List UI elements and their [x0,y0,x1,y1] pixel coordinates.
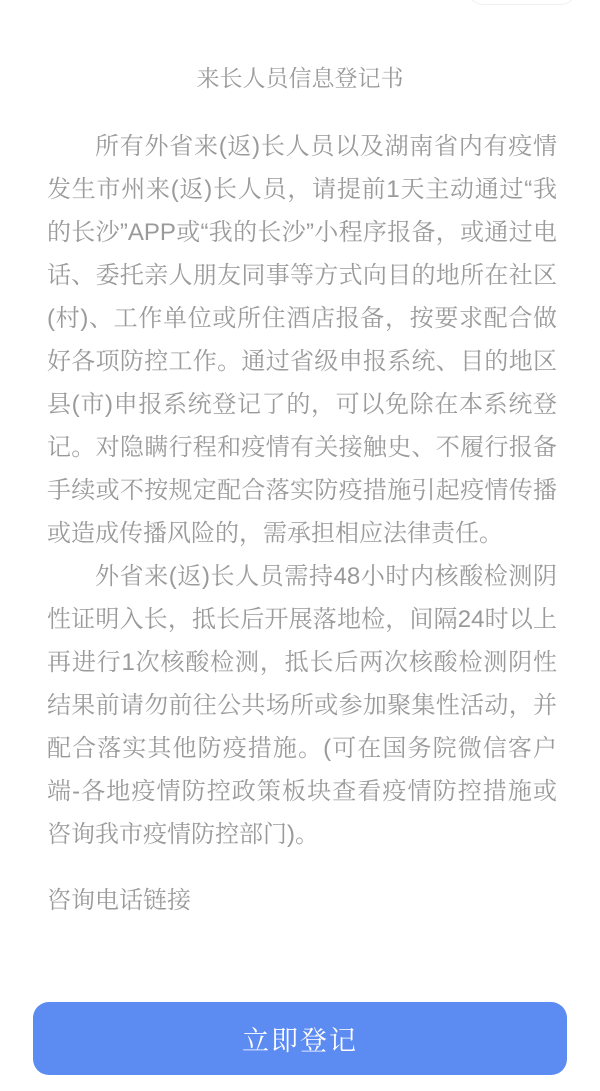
phone-link[interactable]: 咨询电话链接 [47,887,191,914]
notice-paragraph-1: 所有外省来(返)长人员以及湖南省内有疫情发生市州来(返)长人员，请提前1天主动通过“我的长沙”APP或“我的长沙”小程序报备，或通过电话、委托亲人朋友同事等方式向目的地所在社区(村)、工作单位或所住酒店报备，按要求配合做好各项防控工作。通过省级申报系统、目的地区县(市)申报系统登记了的，可以免除在本系统登记。对隐瞒行程和疫情有关接触史、不履行报备手续或不按规定配合落实防疫措施引起疫情传播或造成传播风险的，需承担相应法律责任。 [47,133,557,547]
page-title: 来长人员信息登记书 [196,65,404,91]
notice-body [47,125,557,856]
miniprogram-capsule-outline [467,0,577,5]
notice-paragraph-2: 外省来(返)长人员需持48小时内核酸检测阴性证明入长，抵长后开展落地检，间隔24时以上再进行1次核酸检测，抵长后两次核酸检测阴性结果前请勿前往公共场所或参加聚集性活动，并配合落实其他防疫措施。(可在国务院微信客户端-各地疫情防控政策板块查看疫情防控措施或咨询我市疫情防控部门)。 [47,563,557,848]
register-button[interactable]: 立即登记 [33,1002,567,1075]
